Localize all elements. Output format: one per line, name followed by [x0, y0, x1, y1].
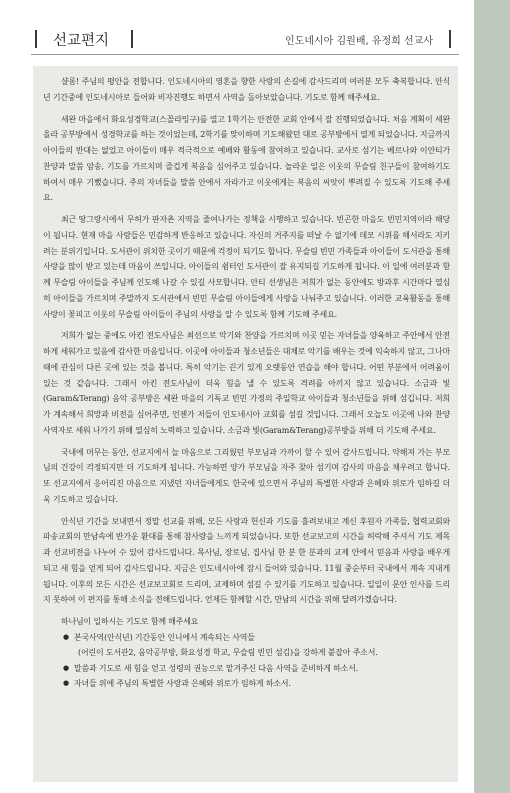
bullet-icon: ● — [63, 679, 69, 687]
paragraph-bible-school: 세완 마을에서 화요성경학교(스꼴라밍구)를 열고 1학기는 안전한 교회 안에서 잘 진행되었습니다. 처음 계획이 세완 올라 공부방에서 성경학교를 하는 것이었는데, 2학기를 맞이하며 기도해왔던 대로 공부방에서 열게 되었습니다. 지금까지 아이들의 반대는 없었고 아이들이 매우 적극적으로 예배와 활동에 참여하고 있습니다. 교사로 섬기는 베르나와 이안티가 찬양과 말씀 암송, 기도를 가르치며 즐겁게 복음을 심어주고 있습니다. 놀라운 일은 이웃의 무슬림 친구들이 참여하기도 하여서 매우 기뻤습니다. 주의 자녀들을 말씀 안에서 자라가고 이웃에게는 복음의 씨앗이 뿌려질 수 있도록 기도해 주세요. — [43, 114, 450, 203]
bullet-icon: ● — [63, 663, 69, 672]
paragraph-greeting: 샬롬! 주님의 평안을 전합니다. 인도네시아의 영혼을 향한 사랑의 손길에 감사드리며 여러분 모두 축복합니다. 안식년 기간중에 인도네시아로 들어와 비자진행도 하면서 사역을 돌아보았습니다. 기도로 함께 해주세요. — [43, 77, 450, 102]
prayer-item — [63, 676, 450, 692]
bullet-icon: ● — [63, 632, 69, 641]
prayer-item-text: 본국사역(안식년) 기간동안 인니에서 계속되는 사역들 — [74, 632, 255, 642]
letter-body — [33, 66, 458, 782]
prayer-item-subtext: (어린이 도서관2, 음악공부방, 화요성경 학교, 무슬림 빈민 섬김)을 강하게 붙잡아 주소서. — [78, 648, 378, 657]
prayer-list — [43, 630, 450, 692]
paragraph-family: 국내에 머무는 동안, 선교지에서 늘 마음으로 그리웠던 부모님과 가까이 할 수 있어 감사드립니다. 약해져 가는 부모님의 건강이 걱정되지만 더 기도하게 됩니다. 가능하면 양가 부모님을 자주 찾아 섬기며 감사의 마음을 채우려고 합니다. 또 선교지에서 응어리진 마음으로 지냈던 자녀들에게도 한국에 있으면서 주님의 특별한 사랑과 은혜와 위로가 임하길 더욱 기도하고 있습니다. — [43, 447, 450, 504]
header-divider-mid — [131, 30, 133, 48]
prayer-item-text: 말씀과 기도로 새 힘을 얻고 성령의 권능으로 맡겨주신 다음 사역을 준비하게 하소서. — [74, 663, 359, 673]
page-header — [31, 26, 459, 55]
prayer-item-text: 자녀들 위에 주님의 특별한 사랑과 은혜와 위로가 임하게 하소서. — [74, 679, 291, 688]
paragraph-sabbatical: 안식년 기간을 보내면서 정말 선교를 위해, 모든 사랑과 헌신과 기도를 흘려보내고 계신 후원자 가족들, 협력교회와 파송교회의 만남속에 반가운 환대를 통해 참사랑을 느끼게 되었습니다. 또한 선교보고의 시간을 허락해 주셔서 기도 제목과 선교비전을 나누어 수 있어 감사드립니다. 목사님, 장로님, 집사님 한 분 한 분과의 교제 안에서 믿음과 사랑을 배우게 되고 새 힘을 얻게 되어 감사드립니다. 지금은 인도네시아에 잠시 들어와 있습니다. 11월 중순부터 국내에서 계속 지내게 됩니다. 이후의 모든 시간은 선교보고회로 드리며, 교제하며 섬길 수 있기를 기도하고 있습니다. 일일이 문안 인사를 드리지 못하여 이 편지를 통해 소식을 전해드립니다. 언제든 함께할 시간, 만남의 시간을 위해 달려가겠습니다. — [43, 516, 450, 605]
paragraph-library: 최근 땅그랑시에서 무허가 판자촌 지역을 줄여나가는 정책을 시행하고 있습니다. 빈곤한 마을도 빈민지역이라 해당이 됩니다. 현재 마을 사람들은 민감하게 반응하고 있습니다. 자신의 거주지를 떠날 수 없기에 데모 시위를 해서라도 지키려는 분위기입니다. 도서관이 위치한 곳이기 때문에 걱정이 되기도 합니다. 무슬림 빈민 가족들과 아이들이 도서관을 통해 사랑을 많이 받고 있는데 마음이 쓰입니다. 아이들의 쉼터인 도서관이 잘 유지되길 기도하게 됩니다. 이 일에 여러분과 함께 무슬림 아이들을 주님께 인도해 나갈 수 있길 사모합니다. 안티 선생님은 저희가 없는 동안에도 방과후 시간마다 열심히 아이들을 가르치며 주말까지 도서관에서 빈민 무슬림 아이들에게 사랑을 나눠주고 있습니다. 이러한 교육활동을 통해 사랑이 꽃피고 이웃의 무슬림 아이들이 주님의 사랑을 알 수 있도록 함께 기도해 주세요. — [43, 215, 450, 319]
prayer-item — [63, 630, 450, 661]
side-decoration-bar — [474, 0, 510, 793]
header-divider-right — [449, 30, 451, 48]
author-line: 인도네시아 김원배, 유정희 선교사 — [285, 36, 433, 47]
closing-line: 하나님이 일하시는 기도로 함께 해주세요 — [61, 617, 199, 626]
section-title: 선교편지 — [53, 33, 110, 49]
header-divider-left — [35, 30, 37, 48]
paragraph-music-class: 저희가 없는 중에도 아킨 전도사님은 최선으로 악기와 찬양을 가르치며 이곳 믿는 자녀들을 양육하고 주안에서 안전하게 세워가고 있음에 감사한 마음입니다. 이곳에 아이들과 청소년들은 대체로 악기를 배우는 것에 익숙하지 않고, 그나마 때에 관심이 다른 곳에 있는 것을 봅니다. 특히 악기는 끈기 있게 오랫동안 연습을 해야 합니다. 어떤 부분에서 어려움이 있는 것 같습니다. 그래서 아킨 전도사님이 더욱 힘을 낼 수 있도록 격려를 아끼지 않고 있습니다. 소금과 빛 (Garam&Terang) 음악 공부방은 세완 마을의 기독교 빈민 가정의 주일학교 아이들과 청소년들을 위해 섬깁니다. 저희가 계속해서 희망과 비전을 심어주면, 언젠가 저들이 인도네시아 교회를 섬길 것입니다. 그래서 오늘도 이곳에 나와 찬양 사역자로 세워 나가기 위해 열심히 노력하고 있습니다. 소금과 빛(Garam&Terang)공부방을 위해 더 기도해 주세요. — [43, 331, 450, 435]
prayer-item — [63, 661, 450, 677]
